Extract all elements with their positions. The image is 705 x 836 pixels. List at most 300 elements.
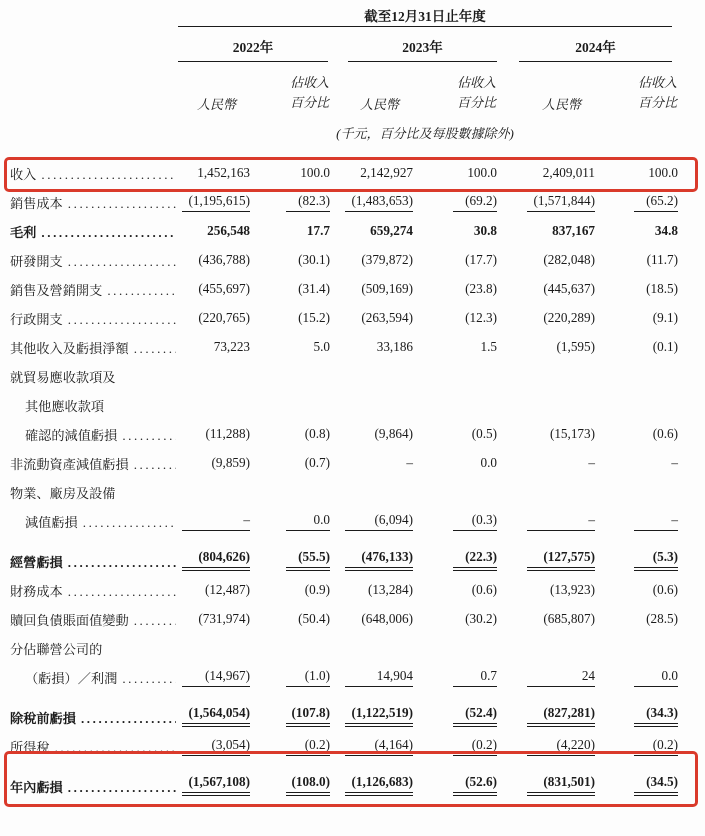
value-2022-pct: 100.0 (300, 165, 330, 180)
cell-2022-rmb (178, 455, 250, 473)
value-2024-rmb: (127,575) (527, 549, 595, 571)
cell-2024-pct (595, 512, 678, 531)
value-2024-rmb (527, 496, 595, 498)
cell-2023-pct (413, 165, 497, 183)
value-2023-pct (453, 652, 497, 654)
value-2022-rmb (182, 380, 250, 382)
cell-2023-pct (413, 512, 497, 531)
value-2022-pct (286, 652, 330, 654)
row-label-text: 毛利 (10, 225, 37, 240)
value-2022-pct: (0.7) (304, 455, 330, 470)
dot-leader (68, 584, 176, 600)
cell-2023-rmb (330, 223, 413, 241)
value-2022-rmb: (1,567,108) (182, 774, 250, 796)
row-label-text: 除稅前虧損 (10, 711, 76, 726)
cell-2024-pct (595, 774, 678, 796)
cell-2023-rmb (330, 310, 413, 328)
cell-2022-rmb (178, 223, 250, 241)
row-label (10, 396, 178, 415)
cell-2023-pct (413, 339, 497, 357)
cell-2023-pct (413, 426, 497, 444)
cell-2024-pct (595, 281, 678, 299)
value-2024-pct: (11.7) (646, 252, 678, 267)
row-label-text: 收入 (10, 167, 37, 182)
value-2022-pct: (108.0) (286, 774, 330, 796)
cell-2022-pct (250, 252, 330, 270)
dot-leader (107, 283, 176, 299)
row-label-text: 非流動資產減值虧損 (10, 457, 129, 472)
cell-2022-rmb (178, 426, 250, 444)
cell-2022-pct (250, 737, 330, 756)
cell-2024-rmb (497, 455, 595, 473)
cell-2022-pct (250, 668, 330, 687)
value-2023-pct: (17.7) (465, 252, 497, 267)
value-2024-pct: (0.2) (634, 737, 678, 756)
cell-2024-rmb (497, 774, 595, 796)
dot-leader (68, 312, 176, 328)
value-2024-pct: 100.0 (648, 165, 678, 180)
row-label (10, 454, 178, 473)
value-2023-rmb: (648,006) (361, 611, 413, 626)
row-label (10, 581, 178, 600)
value-2022-pct: 17.7 (306, 223, 330, 238)
cell-2024-pct (595, 399, 678, 415)
cell-2022-rmb (178, 774, 250, 796)
cell-2024-pct (595, 549, 678, 571)
value-2022-rmb (182, 652, 250, 654)
table-row (10, 361, 688, 390)
value-2023-rmb: (6,094) (345, 512, 413, 531)
cell-2023-rmb (330, 455, 413, 473)
row-label-text: 銷售成本 (10, 196, 63, 211)
table-row (10, 575, 688, 604)
cell-2023-rmb (330, 737, 413, 756)
cell-2022-pct (250, 426, 330, 444)
cell-2022-pct (250, 582, 330, 600)
value-2024-pct (634, 409, 678, 411)
value-2023-rmb (345, 380, 413, 382)
table-row (10, 419, 688, 448)
value-2023-pct: (52.4) (453, 705, 497, 727)
pct-header-line2: 百分比 (456, 94, 496, 110)
value-2023-pct: (0.5) (471, 426, 497, 441)
pct-header-line1: 佔收入 (289, 74, 329, 90)
row-label-text: 贖回負債賬面值變動 (10, 613, 129, 628)
value-2024-pct: (65.2) (634, 193, 678, 212)
dot-leader (68, 780, 176, 796)
value-2023-rmb: (1,122,519) (345, 705, 413, 727)
cell-2023-rmb (330, 611, 413, 629)
table-row (10, 477, 688, 506)
cell-2022-pct (250, 642, 330, 658)
year-header-spacer (328, 27, 348, 62)
cell-2022-rmb (178, 582, 250, 600)
row-label-text: 年內虧損 (10, 780, 63, 795)
value-2024-rmb: 24 (527, 668, 595, 687)
dot-leader (68, 555, 176, 571)
value-2024-rmb: (282,048) (543, 252, 595, 267)
income-statement-table (10, 5, 688, 800)
pct-header-2022 (250, 73, 330, 114)
row-label-text: 物業、廠房及設備 (10, 486, 116, 501)
value-2022-rmb: (11,288) (205, 426, 250, 441)
value-2022-pct: (0.8) (304, 426, 330, 441)
cell-2022-pct (250, 549, 330, 571)
value-2024-rmb (527, 652, 595, 654)
cell-2022-rmb (178, 611, 250, 629)
table-row (10, 731, 688, 760)
value-2023-pct (453, 496, 497, 498)
cell-2024-rmb (497, 486, 595, 502)
cell-2023-rmb (330, 549, 413, 571)
cell-2022-rmb (178, 737, 250, 756)
value-2023-pct (453, 409, 497, 411)
cell-2024-rmb (497, 426, 595, 444)
cell-2023-rmb (330, 165, 413, 183)
dot-leader (83, 515, 176, 531)
currency-header-2022: 人民幣 (196, 97, 236, 112)
cell-2023-pct (413, 582, 497, 600)
value-2023-rmb: 14,904 (345, 668, 413, 687)
cell-2023-pct (413, 737, 497, 756)
value-2024-pct: (34.3) (634, 705, 678, 727)
row-label-text: 分佔聯營公司的 (10, 642, 103, 657)
value-2024-pct: (9.1) (652, 310, 678, 325)
row-label-text: 財務成本 (10, 584, 63, 599)
row-label (10, 367, 178, 386)
cell-2024-rmb (497, 582, 595, 600)
value-2022-pct: (31.4) (298, 281, 330, 296)
cell-2022-rmb (178, 486, 250, 502)
table-row (10, 274, 688, 303)
table-row (10, 448, 688, 477)
value-2024-pct: 0.0 (634, 668, 678, 687)
value-2023-pct: (0.2) (453, 737, 497, 756)
cell-2023-rmb (330, 399, 413, 415)
value-2023-pct: (30.2) (465, 611, 497, 626)
value-2023-rmb: (476,133) (345, 549, 413, 571)
cell-2022-rmb (178, 705, 250, 727)
value-2022-pct: 5.0 (313, 339, 330, 354)
cell-2024-pct (595, 737, 678, 756)
cell-2022-rmb (178, 512, 250, 531)
cell-2022-rmb (178, 642, 250, 658)
cell-2023-pct (413, 281, 497, 299)
cell-2023-pct (413, 668, 497, 687)
table-row (10, 216, 688, 245)
cell-2023-rmb (330, 668, 413, 687)
value-2024-pct (634, 380, 678, 382)
cell-2022-pct (250, 165, 330, 183)
row-label (10, 737, 178, 756)
cell-2024-rmb (497, 611, 595, 629)
table-row (10, 662, 688, 691)
cell-2024-pct (595, 165, 678, 183)
cell-2023-rmb (330, 252, 413, 270)
value-2022-rmb: (1,195,615) (182, 193, 250, 212)
value-2024-pct: (5.3) (634, 549, 678, 571)
row-label-text: 其他應收款項 (25, 399, 105, 414)
value-2024-rmb: – (588, 455, 595, 470)
cell-2024-rmb (497, 223, 595, 241)
table-row (10, 156, 688, 187)
row-label-text: 行政開支 (10, 312, 63, 327)
cell-2024-rmb (497, 339, 595, 357)
table-row (10, 535, 688, 575)
row-label (10, 639, 178, 658)
value-2024-rmb: (1,595) (556, 339, 595, 354)
cell-2023-pct (413, 611, 497, 629)
pct-header-line2: 百分比 (637, 94, 677, 110)
row-label (10, 164, 178, 183)
dot-leader (41, 225, 176, 241)
row-label (10, 483, 178, 502)
cell-2022-rmb (178, 339, 250, 357)
cell-2022-pct (250, 486, 330, 502)
value-2023-pct: (22.3) (453, 549, 497, 571)
value-2024-rmb: 837,167 (552, 223, 595, 238)
value-2023-pct: (23.8) (465, 281, 497, 296)
value-2022-rmb: (1,564,054) (182, 705, 250, 727)
dot-leader (68, 254, 176, 270)
dot-leader (122, 428, 176, 444)
row-label (10, 425, 178, 444)
value-2023-rmb: – (406, 455, 413, 470)
cell-2022-rmb (178, 310, 250, 328)
cell-2022-pct (250, 455, 330, 473)
value-2024-pct: – (634, 512, 678, 531)
cell-2022-rmb (178, 399, 250, 415)
cell-2024-pct (595, 486, 678, 502)
value-2023-rmb: (4,164) (345, 737, 413, 756)
cell-2022-pct (250, 310, 330, 328)
currency-header-2024: 人民幣 (541, 97, 581, 112)
pct-header-line2: 百分比 (289, 94, 329, 110)
cell-2024-pct (595, 339, 678, 357)
value-2023-pct: (52.6) (453, 774, 497, 796)
row-label (10, 668, 178, 687)
cell-2023-rmb (330, 774, 413, 796)
year-header-2023: 2023年 (348, 27, 497, 62)
cell-2022-rmb (178, 281, 250, 299)
value-2022-rmb: (9,859) (211, 455, 250, 470)
table-row (10, 245, 688, 274)
cell-2024-rmb (497, 281, 595, 299)
table-row (10, 332, 688, 361)
row-label (10, 512, 178, 531)
year-header-2022: 2022年 (178, 27, 328, 62)
value-2023-rmb: (263,594) (361, 310, 413, 325)
cell-2023-rmb (330, 339, 413, 357)
row-label-text: 其他收入及虧損淨額 (10, 341, 129, 356)
value-2023-pct: (0.3) (453, 512, 497, 531)
value-2023-rmb: (13,284) (367, 582, 413, 597)
value-2022-pct (286, 496, 330, 498)
value-2024-rmb: (827,281) (527, 705, 595, 727)
value-2023-pct: 1.5 (480, 339, 497, 354)
value-2022-pct: (55.5) (286, 549, 330, 571)
cell-2024-pct (595, 668, 678, 687)
cell-2022-pct (250, 705, 330, 727)
value-2023-pct: 0.7 (453, 668, 497, 687)
cell-2022-pct (250, 339, 330, 357)
value-2022-rmb (182, 409, 250, 411)
row-label-text: （虧損）／利潤 (25, 671, 118, 686)
value-2022-pct: (0.2) (286, 737, 330, 756)
row-label-text: 研發開支 (10, 254, 63, 269)
value-2022-rmb: (731,974) (198, 611, 250, 626)
value-2022-pct: (107.8) (286, 705, 330, 727)
value-2023-pct: 0.0 (480, 455, 497, 470)
cell-2023-pct (413, 642, 497, 658)
value-2022-pct (286, 380, 330, 382)
cell-2023-rmb (330, 705, 413, 727)
cell-2024-rmb (497, 737, 595, 756)
row-label-text: 所得稅 (10, 740, 50, 755)
row-label-text: 經營虧損 (10, 555, 63, 570)
table-row (10, 390, 688, 419)
row-label-text: 銷售及營銷開支 (10, 283, 103, 298)
value-2024-rmb: (15,173) (549, 426, 595, 441)
cell-2023-pct (413, 370, 497, 386)
value-2024-rmb: (220,289) (543, 310, 595, 325)
value-2023-rmb: (9,864) (374, 426, 413, 441)
value-2022-rmb: 256,548 (207, 223, 250, 238)
currency-header-2023: 人民幣 (359, 97, 399, 112)
cell-2022-pct (250, 611, 330, 629)
row-label (10, 610, 178, 629)
cell-2022-rmb (178, 549, 250, 571)
value-2024-rmb: (4,220) (527, 737, 595, 756)
dot-leader (68, 196, 176, 212)
cell-2024-rmb (497, 512, 595, 531)
cell-2024-pct (595, 193, 678, 212)
table-row (10, 506, 688, 535)
cell-2023-rmb (330, 486, 413, 502)
value-2023-pct (453, 380, 497, 382)
period-title: 截至12月31日止年度 (178, 5, 672, 27)
cell-2023-pct (413, 310, 497, 328)
cell-2023-rmb (330, 642, 413, 658)
value-2023-rmb: (509,169) (361, 281, 413, 296)
cell-2024-pct (595, 642, 678, 658)
cell-2024-rmb (497, 705, 595, 727)
cell-2024-rmb (497, 399, 595, 415)
value-2024-rmb: (13,923) (549, 582, 595, 597)
value-2024-rmb: (1,571,844) (527, 193, 595, 212)
cell-2022-pct (250, 223, 330, 241)
cell-2022-pct (250, 399, 330, 415)
cell-2024-pct (595, 426, 678, 444)
cell-2024-rmb (497, 370, 595, 386)
year-header-2024: 2024年 (519, 27, 672, 62)
value-2024-pct: (0.1) (652, 339, 678, 354)
cell-2024-rmb (497, 549, 595, 571)
dot-leader (55, 740, 176, 756)
value-2023-pct: 100.0 (467, 165, 497, 180)
cell-2023-rmb (330, 370, 413, 386)
value-2024-pct: (18.5) (646, 281, 678, 296)
cell-2023-pct (413, 252, 497, 270)
cell-2023-pct (413, 486, 497, 502)
table-body (10, 156, 688, 800)
value-2022-pct: (0.9) (304, 582, 330, 597)
row-label-text: 確認的減值虧損 (25, 428, 118, 443)
table-row (10, 760, 688, 800)
value-2024-pct: (34.5) (634, 774, 678, 796)
cell-2023-pct (413, 223, 497, 241)
cell-2023-rmb (330, 193, 413, 212)
value-2023-rmb (345, 652, 413, 654)
cell-2024-rmb (497, 252, 595, 270)
cell-2024-rmb (497, 668, 595, 687)
cell-2022-pct (250, 370, 330, 386)
value-2023-pct: (69.2) (453, 193, 497, 212)
value-2022-pct: (50.4) (298, 611, 330, 626)
value-2022-rmb: – (182, 512, 250, 531)
value-2024-pct: (28.5) (646, 611, 678, 626)
value-2023-rmb: 33,186 (376, 339, 413, 354)
value-2023-rmb: 2,142,927 (360, 165, 413, 180)
table-row (10, 604, 688, 633)
cell-2022-rmb (178, 193, 250, 212)
value-2022-rmb: (436,788) (198, 252, 250, 267)
table-row (10, 187, 688, 216)
cell-2024-pct (595, 252, 678, 270)
value-2024-rmb: (685,807) (543, 611, 595, 626)
value-2023-rmb: 659,274 (370, 223, 413, 238)
row-label-text: 就貿易應收款項及 (10, 370, 116, 385)
dot-leader (122, 671, 176, 687)
pct-header-2023 (413, 73, 497, 114)
value-2024-rmb: (445,637) (543, 281, 595, 296)
row-label (10, 708, 178, 727)
cell-2024-rmb (497, 642, 595, 658)
value-2023-rmb (345, 409, 413, 411)
row-label (10, 552, 178, 571)
cell-2022-rmb (178, 668, 250, 687)
table-row (10, 691, 688, 731)
value-2023-rmb: (1,483,653) (345, 193, 413, 212)
table-row (10, 303, 688, 332)
cell-2024-pct (595, 455, 678, 473)
table-row (10, 633, 688, 662)
value-2024-rmb: (831,501) (527, 774, 595, 796)
value-2024-pct (634, 652, 678, 654)
value-2024-pct: (0.6) (652, 582, 678, 597)
row-label (10, 222, 178, 241)
cell-2024-rmb (497, 193, 595, 212)
row-label-text: 減值虧損 (25, 515, 78, 530)
value-2024-rmb: 2,409,011 (542, 165, 595, 180)
column-subheader-row (10, 62, 688, 114)
cell-2022-rmb (178, 370, 250, 386)
value-2022-rmb: 73,223 (213, 339, 250, 354)
value-2022-pct: (30.1) (298, 252, 330, 267)
value-2024-pct: 34.8 (654, 223, 678, 238)
cell-2023-rmb (330, 582, 413, 600)
value-2024-rmb (527, 409, 595, 411)
year-header-spacer (497, 27, 519, 62)
cell-2023-pct (413, 399, 497, 415)
cell-2022-rmb (178, 165, 250, 183)
value-2023-pct: (12.3) (465, 310, 497, 325)
value-2023-rmb: (379,872) (361, 252, 413, 267)
value-2022-pct: (82.3) (286, 193, 330, 212)
value-2022-rmb: (12,487) (204, 582, 250, 597)
value-2022-pct (286, 409, 330, 411)
cell-2022-pct (250, 774, 330, 796)
